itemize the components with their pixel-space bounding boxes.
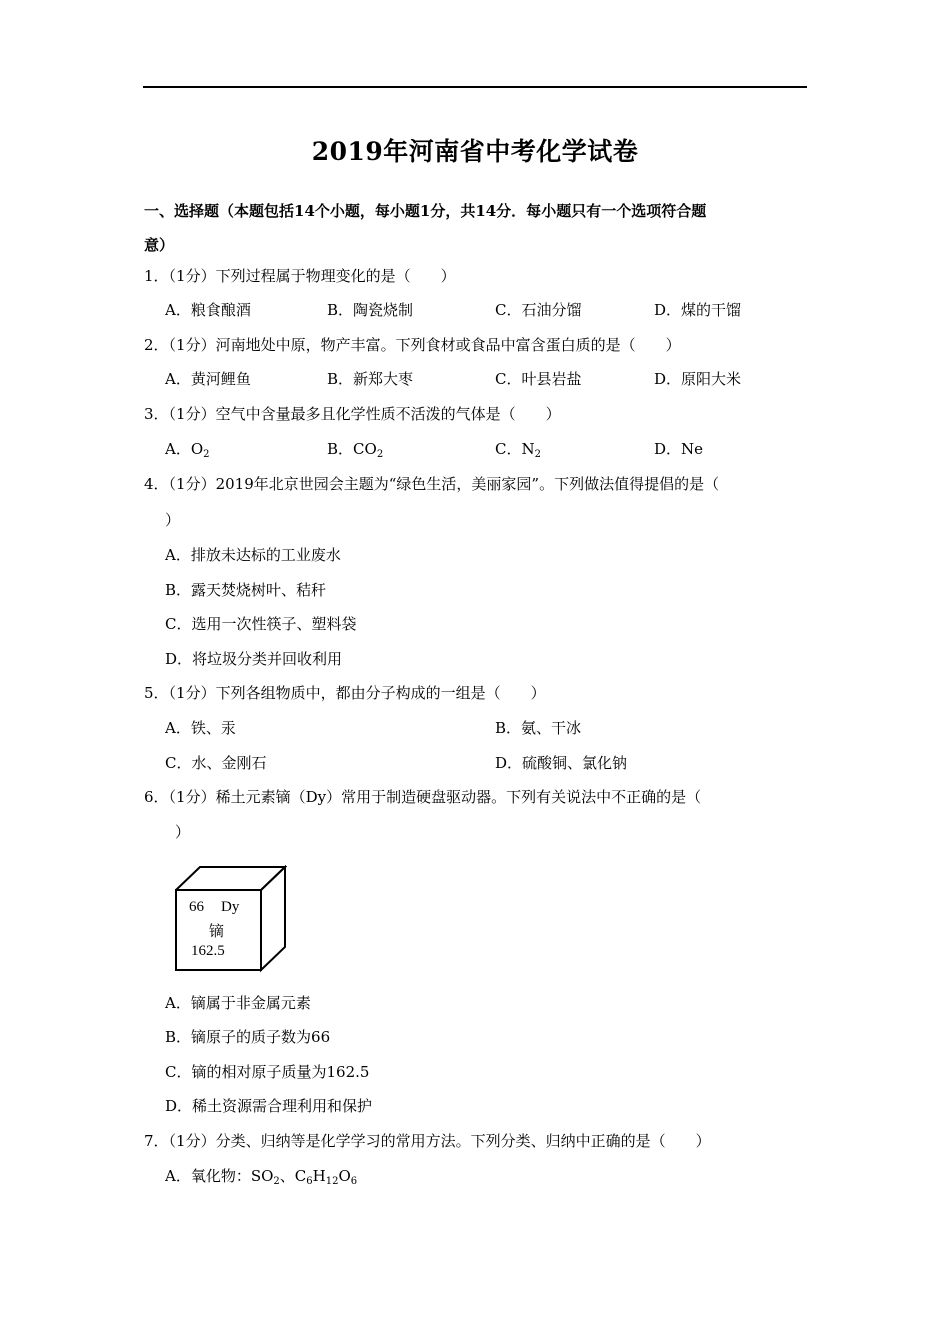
section-heading [144, 194, 808, 262]
question-4-stem-line-2: ） [165, 511, 181, 529]
question-2-stem: 2．（1分）河南地处中原，物产丰富。下列食材或食品中富含蛋白质的是（ ） [144, 336, 681, 354]
question-3-option-b: B．$CO_2$ [327, 440, 384, 460]
question-2-option-d: D．原阳大米 [654, 370, 742, 388]
question-7-option-a: A．氧化物：$SO_2$、$C_6H_{12}O_6$ [165, 1167, 358, 1187]
question-3-stem: 3．（1分）空气中含量最多且化学性质不活泼的气体是（ ） [144, 405, 561, 423]
question-1-option-a: A．粮食酿酒 [165, 301, 251, 319]
element-card-dysprosium [175, 865, 287, 973]
question-3-option-d: D．Ne [654, 440, 704, 458]
question-4-stem-line-1: 4．（1分）2019年北京世园会主题为“绿色生活，美丽家园”。下列做法值得提倡的是（ [144, 475, 720, 493]
question-1-stem: 1．（1分）下列过程属于物理变化的是（ ） [144, 267, 456, 285]
question-1-option-c: C．石油分馏 [495, 301, 582, 319]
question-5-option-d: D．硫酸铜、氯化钠 [495, 754, 628, 772]
section-heading-line-2: 意） [144, 236, 175, 254]
question-4-option-d: D．将垃圾分类并回收利用 [165, 650, 343, 668]
question-4-option-a: A．排放未达标的工业废水 [165, 546, 341, 564]
question-4-option-c: C．选用一次性筷子、塑料袋 [165, 615, 357, 633]
question-6-option-d: D．稀土资源需合理利用和保护 [165, 1097, 373, 1115]
question-5-option-c: C．水、金刚石 [165, 754, 267, 772]
question-1-option-d: D．煤的干馏 [654, 301, 742, 319]
question-2-option-c: C．叶县岩盐 [495, 370, 582, 388]
question-7-stem: 7．（1分）分类、归纳等是化学学习的常用方法。下列分类、归纳中正确的是（ ） [144, 1132, 711, 1150]
question-3-option-a: A．$O_2$ [165, 440, 210, 460]
page-title: 2019年河南省中考化学试卷 [311, 137, 639, 166]
element-symbol: Dy [221, 899, 240, 915]
section-heading-line-1: 一、选择题（本题包括14个小题，每小题1分，共14分．每小题只有一个选项符合题 [144, 202, 707, 220]
question-5-stem: 5．（1分）下列各组物质中，都由分子构成的一组是（ ） [144, 684, 546, 702]
question-6-option-b: B．镝原子的质子数为66 [165, 1028, 331, 1046]
question-5-option-b: B．氨、干冰 [495, 719, 582, 737]
element-atomic-mass: 162.5 [191, 943, 225, 959]
question-5-option-a: A．铁、汞 [165, 719, 236, 737]
question-6-stem-line-2: ） [175, 823, 191, 841]
question-2-option-b: B．新郑大枣 [327, 370, 414, 388]
question-6-stem-line-1: 6．（1分）稀土元素镝（Dy）常用于制造硬盘驱动器。下列有关说法中不正确的是（ [144, 788, 702, 806]
question-2-option-a: A．黄河鲤鱼 [165, 370, 251, 388]
question-1-option-b: B．陶瓷烧制 [327, 301, 414, 319]
question-4-option-b: B．露天焚烧树叶、秸秆 [165, 581, 327, 599]
header-rule [143, 86, 807, 88]
question-6-option-c: C．镝的相对原子质量为162.5 [165, 1063, 370, 1081]
element-atomic-number: 66 [189, 899, 204, 915]
question-6-option-a: A．镝属于非金属元素 [165, 994, 311, 1012]
question-3-option-c: C．$N_2$ [495, 440, 541, 460]
element-name: 镝 [209, 922, 225, 940]
